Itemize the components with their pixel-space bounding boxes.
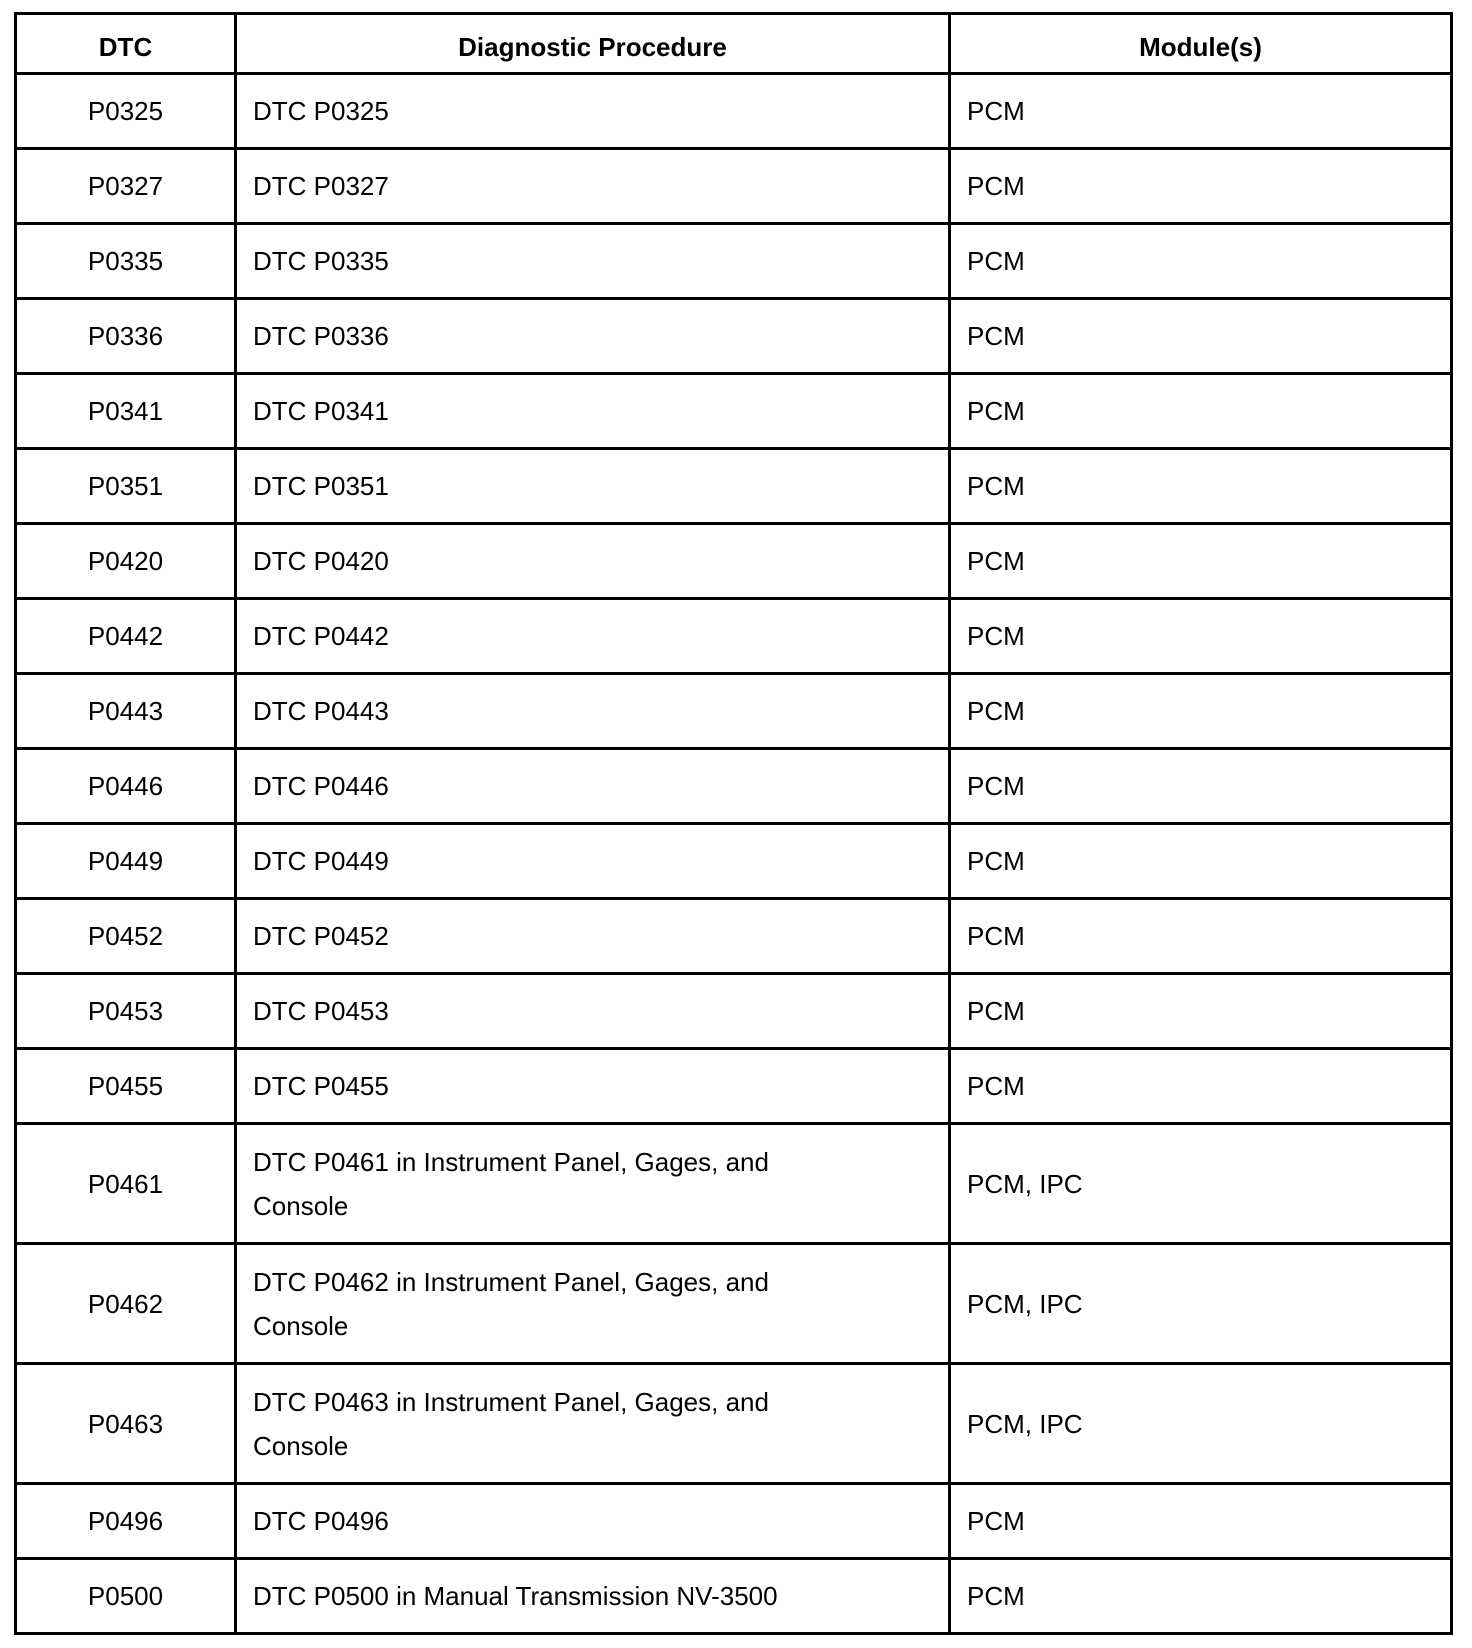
modules-cell: PCM, IPC (950, 1244, 1452, 1364)
table-row (16, 1484, 1452, 1559)
table-row (16, 599, 1452, 674)
dtc-cell: P0351 (16, 449, 236, 524)
modules-cell: PCM (950, 1049, 1452, 1124)
diagnostic-procedure-cell: DTC P0335 (236, 224, 950, 299)
dtc-cell: P0463 (16, 1364, 236, 1484)
table-row (16, 1244, 1452, 1364)
dtc-cell: P0452 (16, 899, 236, 974)
column-header-modules: Module(s) (950, 14, 1452, 74)
diagnostic-procedure-cell: DTC P0336 (236, 299, 950, 374)
table-row (16, 674, 1452, 749)
diagnostic-procedure-cell: DTC P0442 (236, 599, 950, 674)
table-row (16, 1049, 1452, 1124)
dtc-cell: P0443 (16, 674, 236, 749)
diagnostic-procedure-cell: DTC P0455 (236, 1049, 950, 1124)
diagnostic-procedure-cell: DTC P0446 (236, 749, 950, 824)
diagnostic-procedure-cell: DTC P0327 (236, 149, 950, 224)
diagnostic-procedure-cell: DTC P0449 (236, 824, 950, 899)
table-header (16, 14, 1452, 74)
table-row (16, 374, 1452, 449)
dtc-cell: P0446 (16, 749, 236, 824)
dtc-cell: P0442 (16, 599, 236, 674)
modules-cell: PCM (950, 524, 1452, 599)
diagnostic-procedure-cell: DTC P0341 (236, 374, 950, 449)
table-body (16, 74, 1452, 1634)
table-row (16, 224, 1452, 299)
diagnostic-procedure-cell: DTC P0463 in Instrument Panel, Gages, and Console (236, 1364, 950, 1484)
table-row (16, 974, 1452, 1049)
diagnostic-procedure-cell: DTC P0351 (236, 449, 950, 524)
table-row (16, 524, 1452, 599)
dtc-cell: P0336 (16, 299, 236, 374)
diagnostic-procedure-cell: DTC P0420 (236, 524, 950, 599)
dtc-cell: P0461 (16, 1124, 236, 1244)
modules-cell: PCM (950, 224, 1452, 299)
table-row (16, 749, 1452, 824)
column-header-dtc: DTC (16, 14, 236, 74)
dtc-cell: P0455 (16, 1049, 236, 1124)
modules-cell: PCM (950, 899, 1452, 974)
dtc-cell: P0449 (16, 824, 236, 899)
diagnostic-procedure-cell: DTC P0453 (236, 974, 950, 1049)
modules-cell: PCM (950, 374, 1452, 449)
modules-cell: PCM (950, 74, 1452, 149)
dtc-cell: P0341 (16, 374, 236, 449)
diagnostic-procedure-cell: DTC P0452 (236, 899, 950, 974)
modules-cell: PCM (950, 449, 1452, 524)
dtc-cell: P0420 (16, 524, 236, 599)
diagnostic-procedure-cell: DTC P0500 in Manual Transmission NV-3500 (236, 1559, 950, 1634)
diagnostic-procedure-cell: DTC P0325 (236, 74, 950, 149)
dtc-cell: P0327 (16, 149, 236, 224)
modules-cell: PCM (950, 824, 1452, 899)
table-row (16, 149, 1452, 224)
dtc-cell: P0462 (16, 1244, 236, 1364)
dtc-cell: P0453 (16, 974, 236, 1049)
column-header-diagnostic-procedure: Diagnostic Procedure (236, 14, 950, 74)
table-row (16, 74, 1452, 149)
table-row (16, 1124, 1452, 1244)
table-row (16, 899, 1452, 974)
modules-cell: PCM (950, 749, 1452, 824)
table-row (16, 824, 1452, 899)
table-row (16, 299, 1452, 374)
modules-cell: PCM (950, 674, 1452, 749)
table-row (16, 449, 1452, 524)
dtc-table (14, 12, 1453, 1635)
table-row (16, 1364, 1452, 1484)
table-row (16, 1559, 1452, 1634)
diagnostic-procedure-cell: DTC P0443 (236, 674, 950, 749)
modules-cell: PCM (950, 149, 1452, 224)
modules-cell: PCM (950, 599, 1452, 674)
modules-cell: PCM, IPC (950, 1364, 1452, 1484)
modules-cell: PCM (950, 299, 1452, 374)
dtc-cell: P0325 (16, 74, 236, 149)
dtc-cell: P0335 (16, 224, 236, 299)
modules-cell: PCM (950, 1484, 1452, 1559)
dtc-cell: P0500 (16, 1559, 236, 1634)
dtc-cell: P0496 (16, 1484, 236, 1559)
diagnostic-procedure-cell: DTC P0461 in Instrument Panel, Gages, and Console (236, 1124, 950, 1244)
header-row (16, 14, 1452, 74)
diagnostic-procedure-cell: DTC P0496 (236, 1484, 950, 1559)
modules-cell: PCM, IPC (950, 1124, 1452, 1244)
modules-cell: PCM (950, 974, 1452, 1049)
modules-cell: PCM (950, 1559, 1452, 1634)
diagnostic-procedure-cell: DTC P0462 in Instrument Panel, Gages, and Console (236, 1244, 950, 1364)
